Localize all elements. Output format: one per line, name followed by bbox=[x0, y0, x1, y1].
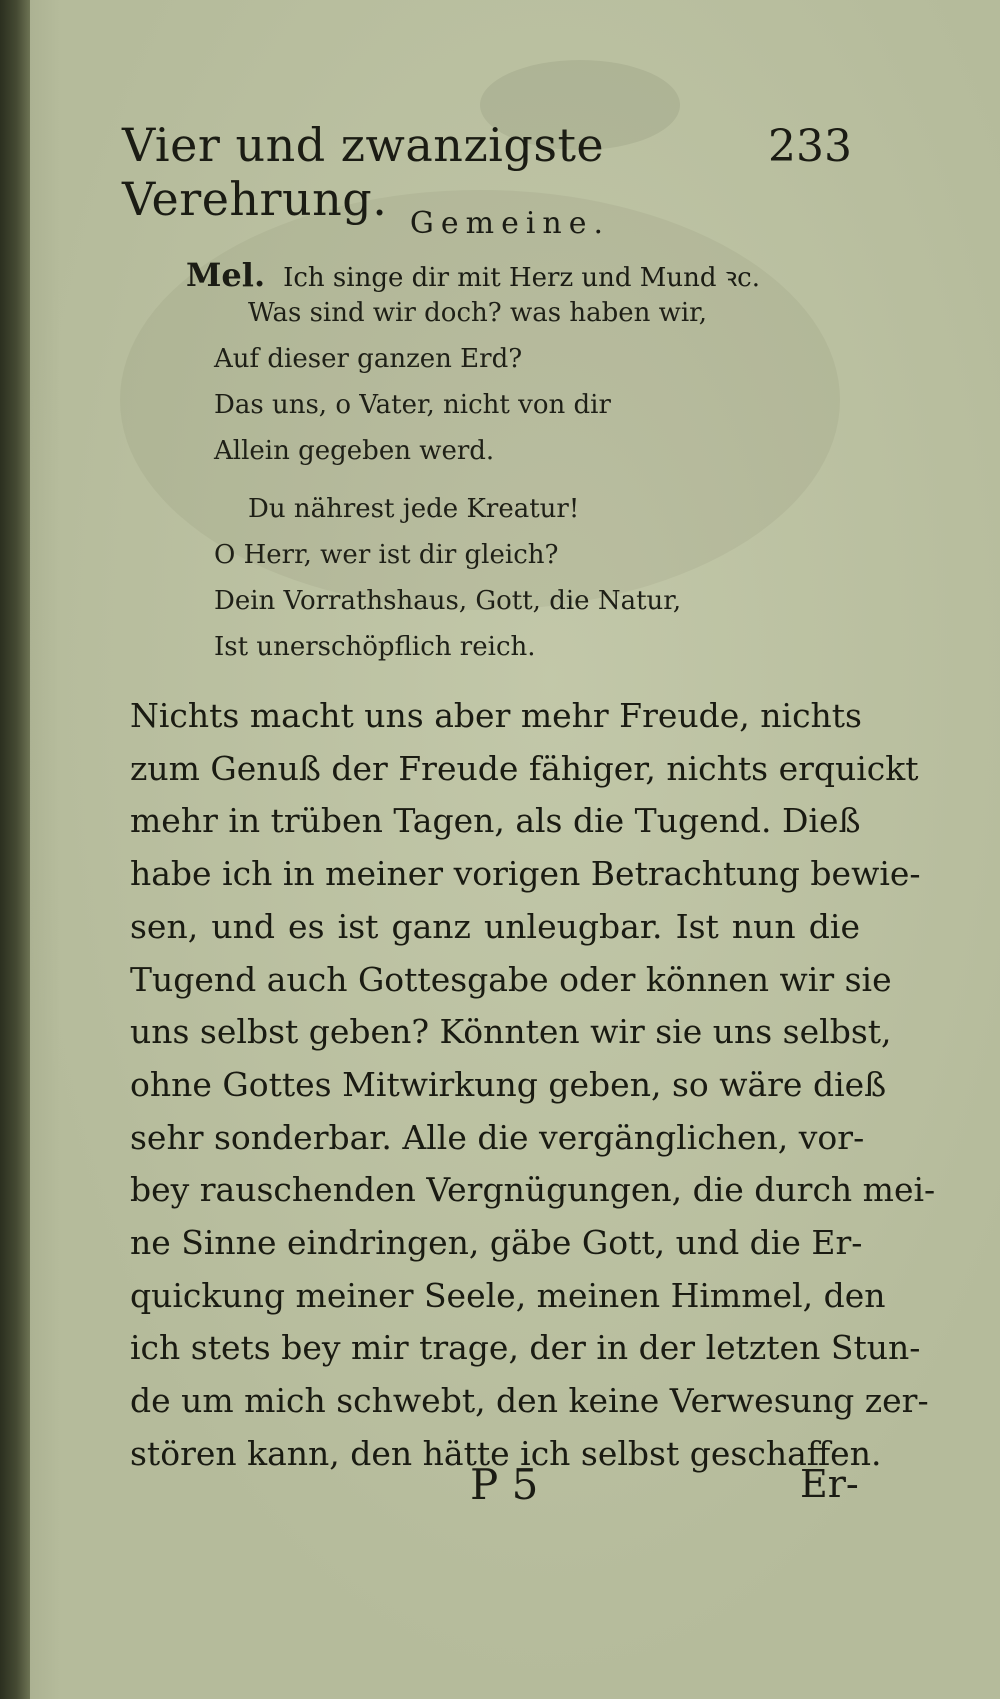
text-line: mehr in trüben Tagen, als die Tugend. Dieß bbox=[130, 801, 861, 841]
text-line: ne Sinne eindringen, gäbe Gott, und die Er- bbox=[130, 1223, 863, 1263]
text-line: quickung meiner Seele, meinen Himmel, den bbox=[130, 1275, 886, 1315]
text-line: sen, und es ist ganz unleugbar. Ist nun die bbox=[130, 906, 860, 946]
body-paragraph bbox=[130, 690, 936, 1481]
text-line: Nichts macht uns aber mehr Freude, nichts bbox=[130, 696, 862, 735]
catchword: Er- bbox=[800, 1462, 859, 1506]
text-line: uns selbst geben? Könnten wir sie uns selbst, bbox=[130, 1012, 892, 1052]
text-line: ich stets bey mir trage, der in der letzten Stun- bbox=[130, 1328, 921, 1368]
verse-line: Du nährest jede Kreatur! bbox=[248, 494, 580, 524]
book-spine-shadow bbox=[0, 0, 30, 1699]
text-line: sehr sonderbar. Alle die vergänglichen, vor- bbox=[130, 1117, 865, 1157]
text-line: de um mich schwebt, den keine Verwesung zer- bbox=[130, 1381, 929, 1421]
signature-mark: P 5 bbox=[470, 1460, 539, 1509]
text-line: zum Genuß der Freude fähiger, nichts erquickt bbox=[130, 748, 919, 788]
melody-line bbox=[186, 256, 760, 294]
text-line: habe ich in meiner vorigen Betrachtung bewie- bbox=[130, 854, 921, 894]
verse-line: Auf dieser ganzen Erd? bbox=[214, 344, 523, 374]
verse-line: Allein gegeben werd. bbox=[214, 436, 495, 466]
text-line: ohne Gottes Mitwirkung geben, so wäre dieß bbox=[130, 1064, 887, 1104]
verse-line: Das uns, o Vater, nicht von dir bbox=[214, 390, 611, 420]
text-line: bey rauschenden Vergnügungen, die durch mei- bbox=[130, 1170, 936, 1210]
melody-label: Mel. bbox=[186, 256, 266, 294]
verse-line: Dein Vorrathshaus, Gott, die Natur, bbox=[214, 586, 682, 616]
text-line: Tugend auch Gottesgabe oder können wir sie bbox=[130, 959, 892, 999]
text-line: stören kann, den hätte ich selbst geschaffen. bbox=[130, 1433, 882, 1473]
verse-line: Was sind wir doch? was haben wir, bbox=[248, 298, 708, 328]
page-number: 233 bbox=[768, 121, 852, 172]
hymn-title: Gemeine. bbox=[409, 206, 611, 241]
verse-line: Ist unerschöpflich reich. bbox=[214, 632, 536, 662]
verse-line: O Herr, wer ist dir gleich? bbox=[214, 540, 559, 570]
running-title: Vier und zwanzigste Verehrung. bbox=[122, 118, 605, 226]
melody-text: Ich singe dir mit Herz und Mund ꝛc. bbox=[283, 263, 760, 293]
